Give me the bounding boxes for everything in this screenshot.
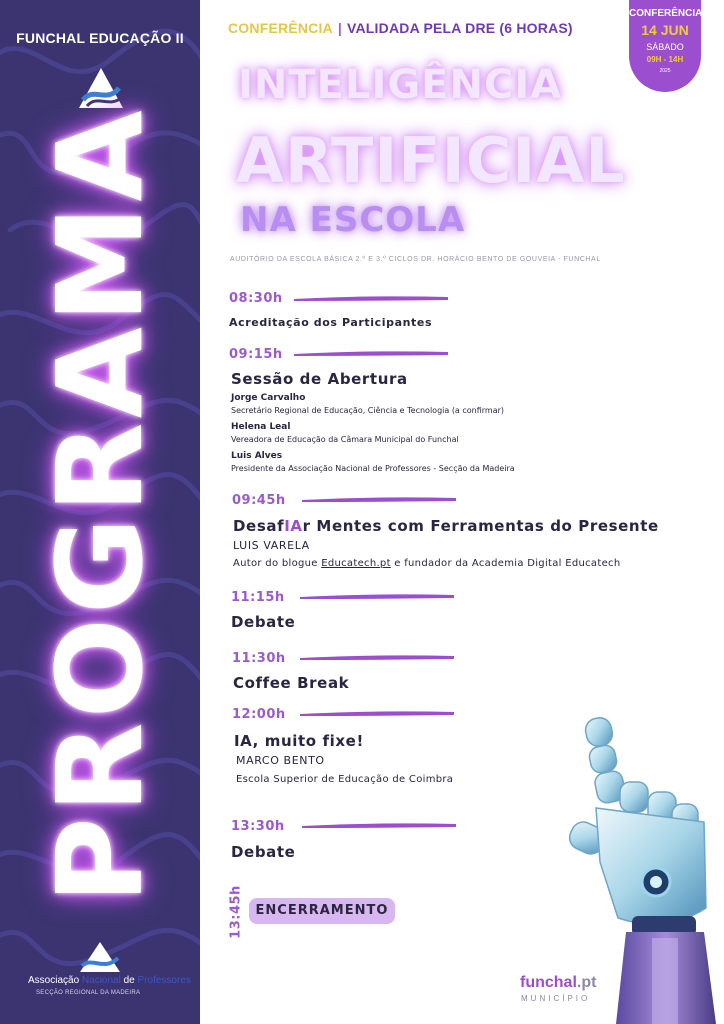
speaker-name: Luis Alves [231, 451, 283, 461]
brand-tld: .pt [576, 974, 597, 991]
schedule-time: 09:45h [232, 493, 286, 508]
desc-text: e fundador da Academia Digital Educatech [390, 558, 621, 569]
municipio-label: MUNICÍPIO [521, 994, 591, 1003]
schedule-title: IA, muito fixe! [234, 732, 364, 750]
speaker-description [233, 558, 620, 569]
schedule-time: 12:00h [232, 707, 286, 722]
schedule-time-vertical: 13:45h [228, 885, 244, 939]
date-badge-weekday: SÁBADO [646, 42, 684, 52]
main-title-line2: ARTIFICIAL [236, 124, 626, 197]
main-title-line3: NA ESCOLA [240, 200, 466, 240]
schedule-time: 11:15h [231, 590, 285, 605]
brush-stroke [298, 709, 456, 717]
brush-stroke [292, 349, 450, 357]
association-word: Professores [137, 975, 191, 986]
schedule-title: Coffee Break [233, 674, 350, 692]
schedule-time: 09:15h [229, 347, 283, 362]
speaker-role: Presidente da Associação Nacional de Professores - Secção da Madeira [231, 464, 515, 473]
association-word: de [123, 975, 135, 986]
conference-line [228, 20, 573, 36]
schedule-time: 08:30h [229, 291, 283, 306]
sidebar-panel [0, 0, 200, 1024]
schedule-title: Debate [231, 843, 296, 861]
desc-text: Autor do blogue [233, 558, 322, 569]
association-word: Associação [28, 975, 80, 986]
date-badge-year: 2025 [659, 68, 671, 74]
speaker-name: Helena Leal [231, 422, 291, 432]
title-highlight: IA [284, 517, 303, 535]
brush-stroke [298, 653, 456, 661]
speaker-description: Escola Superior de Educação de Coimbra [236, 774, 454, 785]
schedule-title: Debate [231, 613, 296, 631]
schedule-title: Sessão de Abertura [231, 370, 408, 388]
venue: AUDITÓRIO DA ESCOLA BÁSICA 2.º E 3.º CICLOS DR. HORÁCIO BENTO DE GOUVEIA - FUNCHAL [230, 256, 601, 263]
date-badge [629, 0, 701, 92]
header-separator: | [337, 20, 342, 36]
date-badge-label: CONFERÊNCIA [629, 8, 703, 19]
funchal-logo [520, 974, 596, 992]
association-word: Nacional [81, 975, 121, 986]
title-part: r Mentes com Ferramentas do Presente [302, 517, 659, 535]
programa-vertical-title: PROGRAMA [31, 106, 169, 904]
brush-stroke [292, 294, 450, 302]
schedule-title: Acreditação dos Participantes [229, 316, 433, 329]
speaker-name: LUIS VARELA [233, 539, 310, 552]
brand-main: funchal [520, 974, 577, 991]
speaker-role: Secretário Regional de Educação, Ciência e Tecnologia (a confirmar) [231, 406, 505, 415]
main-title-line1: INTELIGÊNCIA [238, 62, 563, 108]
conference-label: CONFERÊNCIA [228, 20, 333, 36]
speaker-name: MARCO BENTO [236, 754, 325, 767]
association-subtitle: SECÇÃO REGIONAL DA MADEIRA [36, 990, 141, 996]
validation-note: VALIDADA PELA DRE (6 HORAS) [347, 20, 573, 36]
brush-stroke [298, 592, 456, 600]
schedule-time: 13:30h [231, 819, 285, 834]
speaker-role: Vereadora de Educação da Câmara Municipal do Funchal [231, 435, 459, 444]
brush-stroke [300, 821, 458, 829]
association-name [28, 975, 191, 986]
speaker-name: Jorge Carvalho [231, 393, 306, 403]
closing-badge: ENCERRAMENTO [249, 898, 395, 924]
association-logo-icon [77, 66, 125, 110]
date-badge-date: 14 JUN [641, 22, 689, 38]
schedule-title [233, 517, 659, 535]
date-badge-hours: 09H - 14H [646, 55, 684, 64]
title-part: Desaf [233, 517, 285, 535]
schedule-time: 11:30h [232, 651, 286, 666]
educatech-link[interactable]: Educatech.pt [321, 558, 391, 569]
series-title: FUNCHAL EDUCAÇÃO II [16, 30, 184, 46]
brush-stroke [300, 495, 458, 503]
